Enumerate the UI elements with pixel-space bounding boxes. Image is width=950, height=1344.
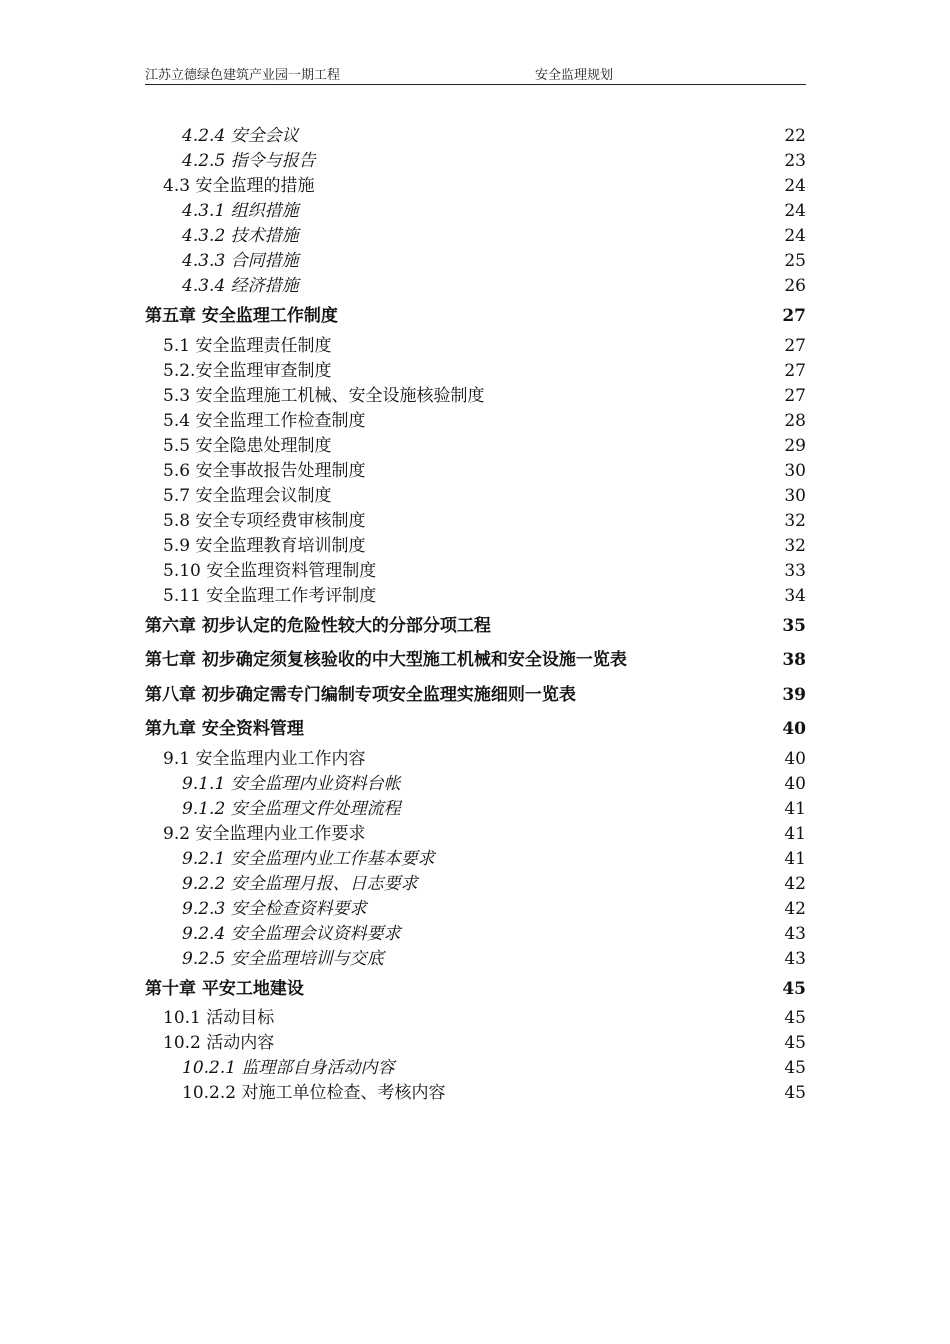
toc-entry[interactable] <box>145 559 806 584</box>
toc-entry-title: 9.2.3 安全检查资料要求 <box>182 898 367 919</box>
toc-page-number: 45 <box>784 1008 806 1028</box>
toc-page-number: 26 <box>784 276 806 296</box>
toc-entry-title: 第十章 平安工地建设 <box>145 978 304 999</box>
toc-entry-title: 9.2.4 安全监理会议资料要求 <box>182 923 401 944</box>
toc-chapter-entry[interactable] <box>145 712 806 747</box>
toc-page-number: 34 <box>784 585 806 606</box>
toc-chapter-entry[interactable] <box>145 678 806 713</box>
toc-entry-title: 5.5 安全隐患处理制度 <box>163 435 332 456</box>
toc-entry[interactable] <box>145 409 806 434</box>
toc-entry-title: 9.2.2 安全监理月报、日志要求 <box>182 873 418 894</box>
toc-entry[interactable] <box>145 872 806 897</box>
toc-entry-title: 4.3.4 经济措施 <box>182 276 299 296</box>
toc-entry[interactable] <box>145 199 806 224</box>
toc-page-number: 24 <box>784 176 806 196</box>
toc-entry-title: 5.3 安全监理施工机械、安全设施核验制度 <box>163 385 485 406</box>
toc-entry[interactable] <box>145 822 806 847</box>
toc-entry[interactable] <box>145 1006 806 1031</box>
toc-page-number: 39 <box>782 684 806 705</box>
toc-entry-title: 5.10 安全监理资料管理制度 <box>163 560 377 581</box>
toc-entry-title: 9.2 安全监理内业工作要求 <box>163 823 366 844</box>
toc-entry-title: 5.9 安全监理教育培训制度 <box>163 535 366 556</box>
toc-page-number: 41 <box>784 798 806 819</box>
toc-entry-title: 10.2.1 监理部自身活动内容 <box>182 1058 395 1078</box>
toc-page-number: 24 <box>784 226 806 246</box>
toc-page-number: 41 <box>784 848 806 869</box>
toc-entry-title: 10.2 活动内容 <box>163 1033 275 1053</box>
toc-entry[interactable] <box>145 1031 806 1056</box>
toc-entry-title: 4.2.5 指令与报告 <box>182 151 316 171</box>
toc-entry[interactable] <box>145 922 806 947</box>
toc-entry-title: 5.1 安全监理责任制度 <box>163 335 332 356</box>
toc-entry[interactable] <box>145 1056 806 1081</box>
toc-page-number: 43 <box>784 923 806 944</box>
toc-entry[interactable] <box>145 249 806 274</box>
toc-entry[interactable] <box>145 747 806 772</box>
toc-entry[interactable] <box>145 847 806 872</box>
toc-entry[interactable] <box>145 509 806 534</box>
table-of-contents <box>145 124 806 1106</box>
page-header <box>145 64 806 85</box>
toc-page-number: 27 <box>782 306 806 326</box>
toc-chapter-entry[interactable] <box>145 299 806 334</box>
toc-entry[interactable] <box>145 534 806 559</box>
toc-entry-title: 第七章 初步确定须复核验收的中大型施工机械和安全设施一览表 <box>145 650 627 670</box>
toc-page-number: 40 <box>782 719 806 739</box>
toc-page-number: 23 <box>784 151 806 171</box>
toc-page-number: 27 <box>784 360 806 381</box>
toc-entry[interactable] <box>145 947 806 972</box>
toc-page-number: 41 <box>784 823 806 844</box>
toc-entry-title: 第九章 安全资料管理 <box>145 719 304 739</box>
toc-entry[interactable] <box>145 334 806 359</box>
header-document-title: 安全监理规划 <box>535 68 614 83</box>
toc-entry[interactable] <box>145 1081 806 1106</box>
toc-page-number: 27 <box>784 385 806 406</box>
toc-entry[interactable] <box>145 124 806 149</box>
toc-entry-title: 5.8 安全专项经费审核制度 <box>163 510 366 531</box>
toc-page-number: 30 <box>784 460 806 481</box>
toc-entry-title: 4.3.2 技术措施 <box>182 226 299 246</box>
toc-page-number: 32 <box>784 535 806 556</box>
toc-page-number: 43 <box>784 948 806 969</box>
toc-entry-title: 第五章 安全监理工作制度 <box>145 306 338 326</box>
toc-entry[interactable] <box>145 459 806 484</box>
toc-page-number: 45 <box>782 978 806 999</box>
toc-page-number: 42 <box>784 898 806 919</box>
toc-page-number: 45 <box>784 1058 806 1078</box>
toc-page-number: 33 <box>784 560 806 581</box>
toc-page-number: 35 <box>782 615 806 636</box>
toc-entry-title: 9.1.1 安全监理内业资料台帐 <box>182 773 401 794</box>
toc-page-number: 45 <box>784 1033 806 1053</box>
toc-entry-title: 第六章 初步认定的危险性较大的分部分项工程 <box>145 615 491 636</box>
toc-entry[interactable] <box>145 772 806 797</box>
toc-entry[interactable] <box>145 434 806 459</box>
toc-chapter-entry[interactable] <box>145 972 806 1007</box>
toc-entry[interactable] <box>145 897 806 922</box>
toc-page-number: 29 <box>784 435 806 456</box>
toc-entry-title: 9.1.2 安全监理文件处理流程 <box>182 798 401 819</box>
toc-entry-title: 4.3 安全监理的措施 <box>163 176 315 196</box>
toc-page-number: 40 <box>784 773 806 794</box>
toc-entry[interactable] <box>145 584 806 609</box>
toc-entry[interactable] <box>145 359 806 384</box>
toc-entry[interactable] <box>145 797 806 822</box>
toc-entry[interactable] <box>145 274 806 299</box>
toc-entry-title: 5.11 安全监理工作考评制度 <box>163 585 377 606</box>
toc-page-number: 22 <box>784 126 806 146</box>
header-project-name: 江苏立德绿色建筑产业园一期工程 <box>145 68 341 83</box>
toc-entry[interactable] <box>145 149 806 174</box>
toc-page-number: 27 <box>784 335 806 356</box>
toc-entry-title: 4.3.3 合同措施 <box>182 251 299 271</box>
toc-entry-title: 5.7 安全监理会议制度 <box>163 485 332 506</box>
toc-page-number: 45 <box>784 1083 806 1103</box>
toc-entry[interactable] <box>145 384 806 409</box>
toc-entry-title: 9.2.1 安全监理内业工作基本要求 <box>182 848 435 869</box>
toc-entry-title: 5.6 安全事故报告处理制度 <box>163 460 366 481</box>
toc-entry-title: 9.2.5 安全监理培训与交底 <box>182 948 384 969</box>
toc-page-number: 30 <box>784 485 806 506</box>
toc-entry-title: 5.2.安全监理审查制度 <box>163 360 332 381</box>
toc-entry-title: 第八章 初步确定需专门编制专项安全监理实施细则一览表 <box>145 684 576 705</box>
toc-page-number: 40 <box>784 748 806 769</box>
toc-page-number: 38 <box>782 650 806 670</box>
toc-entry[interactable] <box>145 224 806 249</box>
toc-chapter-entry[interactable] <box>145 643 806 678</box>
toc-entry-title: 9.1 安全监理内业工作内容 <box>163 748 366 769</box>
toc-page-number: 28 <box>784 410 806 431</box>
toc-page-number: 24 <box>784 201 806 221</box>
toc-entry-title: 4.2.4 安全会议 <box>182 126 299 146</box>
toc-entry-title: 4.3.1 组织措施 <box>182 201 299 221</box>
toc-entry-title: 10.1 活动目标 <box>163 1008 275 1028</box>
toc-page-number: 32 <box>784 510 806 531</box>
toc-entry[interactable] <box>145 174 806 199</box>
toc-entry[interactable] <box>145 484 806 509</box>
toc-page-number: 42 <box>784 873 806 894</box>
toc-chapter-entry[interactable] <box>145 609 806 644</box>
toc-entry-title: 10.2.2 对施工单位检查、考核内容 <box>182 1083 446 1103</box>
toc-page-number: 25 <box>784 251 806 271</box>
toc-entry-title: 5.4 安全监理工作检查制度 <box>163 410 366 431</box>
